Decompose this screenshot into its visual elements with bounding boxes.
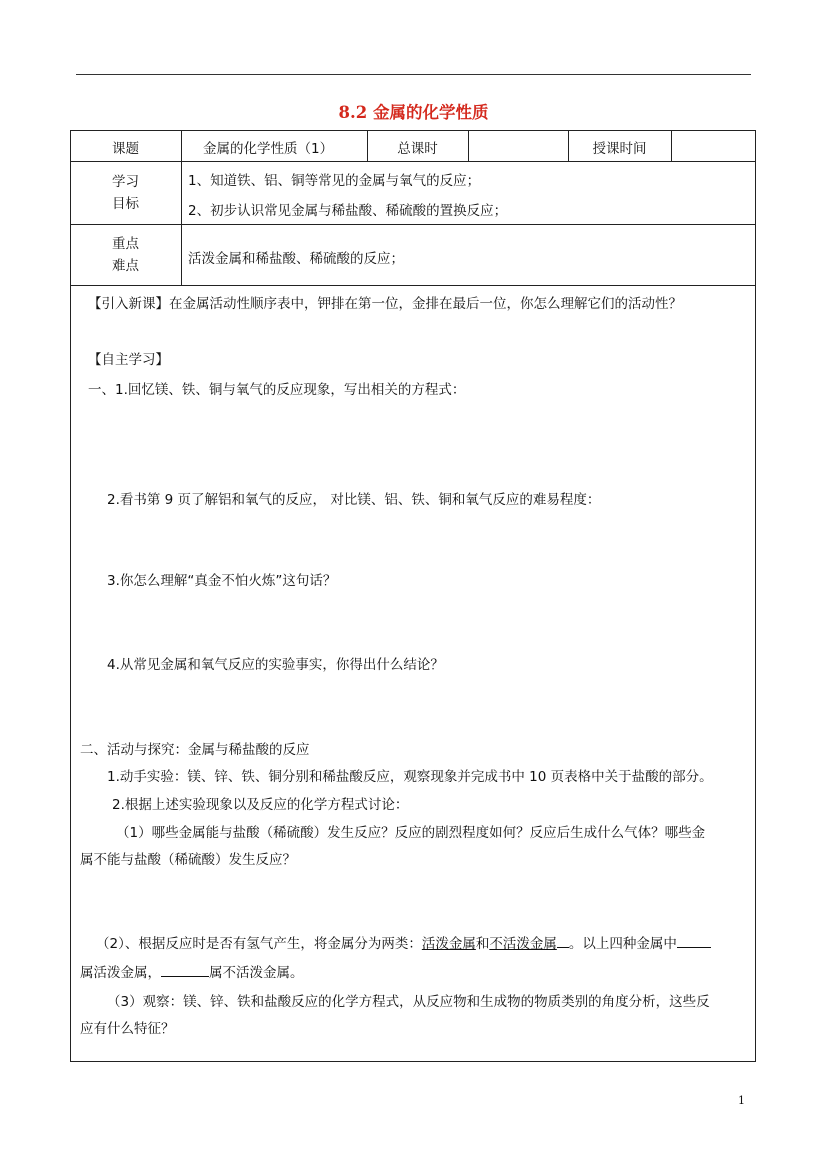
experiment-1: 1.动手实验：镁、锌、铁、铜分别和稀盐酸反应，观察现象并完成书中 10 页表格中关于盐酸的部分。 <box>107 769 713 785</box>
keypoints-label-1: 重点 <box>112 236 139 252</box>
sub-question-2-and: 和 <box>475 936 490 952</box>
row-divider <box>70 224 756 225</box>
sub-question-1-line-1: （1）哪些金属能与盐酸（稀硫酸）发生反应？反应的剧烈程度如何？反应后生成什么气体？哪些金 <box>116 825 706 841</box>
question-4: 4.从常见金属和氧气反应的实验事实，你得出什么结论？ <box>107 657 444 673</box>
sub-question-1-line-2: 属不能与盐酸（稀硫酸）发生反应？ <box>80 852 296 868</box>
answer-active-metal: 活泼金属 <box>421 936 476 952</box>
section-2-heading: 二、活动与探究：金属与稀盐酸的反应 <box>80 742 310 758</box>
topic-value: 金属的化学性质（1） <box>203 141 334 157</box>
objective-item: 1、知道铁、铝、铜等常见的金属与氧气的反应； <box>188 173 481 189</box>
answer-blank-inactive-metals[interactable] <box>161 962 209 977</box>
label-topic: 课题 <box>112 141 139 157</box>
self-study-heading: 【自主学习】 <box>88 352 169 368</box>
objectives-label-1: 学习 <box>112 174 139 190</box>
column-divider <box>181 130 182 285</box>
sub-question-3-line-2: 应有什么特征？ <box>80 1021 175 1037</box>
header-rule <box>76 74 751 75</box>
objective-item: 2、初步认识常见金属与稀盐酸、稀硫酸的置换反应； <box>188 203 508 219</box>
sub-question-2-line-2 <box>80 961 304 981</box>
answer-inactive-metal: 不活泼金属 <box>489 936 557 952</box>
page-number: 1 <box>738 1094 745 1107</box>
page-title: 8.2 金属的化学性质 <box>338 103 489 122</box>
row-divider <box>70 285 756 286</box>
question-3: 3.你怎么理解“真金不怕火炼”这句话？ <box>107 573 337 589</box>
row-divider <box>70 161 756 162</box>
column-divider <box>468 130 469 161</box>
intro-text: 【引入新课】在金属活动性顺序表中，钾排在第一位，金排在最后一位，你怎么理解它们的活动性？ <box>88 296 682 312</box>
question-2: 2.看书第 9 页了解铝和氧气的反应， 对比镁、铝、铁、铜和氧气反应的难易程度： <box>107 492 601 508</box>
experiment-2: 2.根据上述实验现象以及反应的化学方程式讨论： <box>112 797 409 813</box>
question-1: 一、1.回忆镁、铁、铜与氧气的反应现象，写出相关的方程式： <box>88 382 466 398</box>
sub-question-2-text: （2）、根据反应时是否有氢气产生，将金属分为两类： <box>96 936 422 952</box>
objectives-label-2: 目标 <box>112 196 139 212</box>
sub-question-2-text-2: 。以上四种金属中 <box>568 936 677 952</box>
keypoints-text: 活泼金属和稀盐酸、稀硫酸的反应； <box>188 251 404 267</box>
sub-question-2-text-4: 属不活泼金属。 <box>209 965 304 981</box>
label-teaching-time: 授课时间 <box>592 141 647 157</box>
sub-question-2-text-3: 属活泼金属， <box>80 965 161 981</box>
sub-question-3-line-1: （3）观察：镁、锌、铁和盐酸反应的化学方程式，从反应物和生成物的物质类别的角度分析，这些反 <box>107 994 710 1010</box>
column-divider <box>671 130 672 161</box>
answer-blank[interactable] <box>557 933 569 948</box>
label-total-hours: 总课时 <box>397 141 438 157</box>
sub-question-2-line-1 <box>96 932 711 952</box>
answer-blank-active-metals[interactable] <box>677 933 711 948</box>
keypoints-label-2: 难点 <box>112 258 139 274</box>
